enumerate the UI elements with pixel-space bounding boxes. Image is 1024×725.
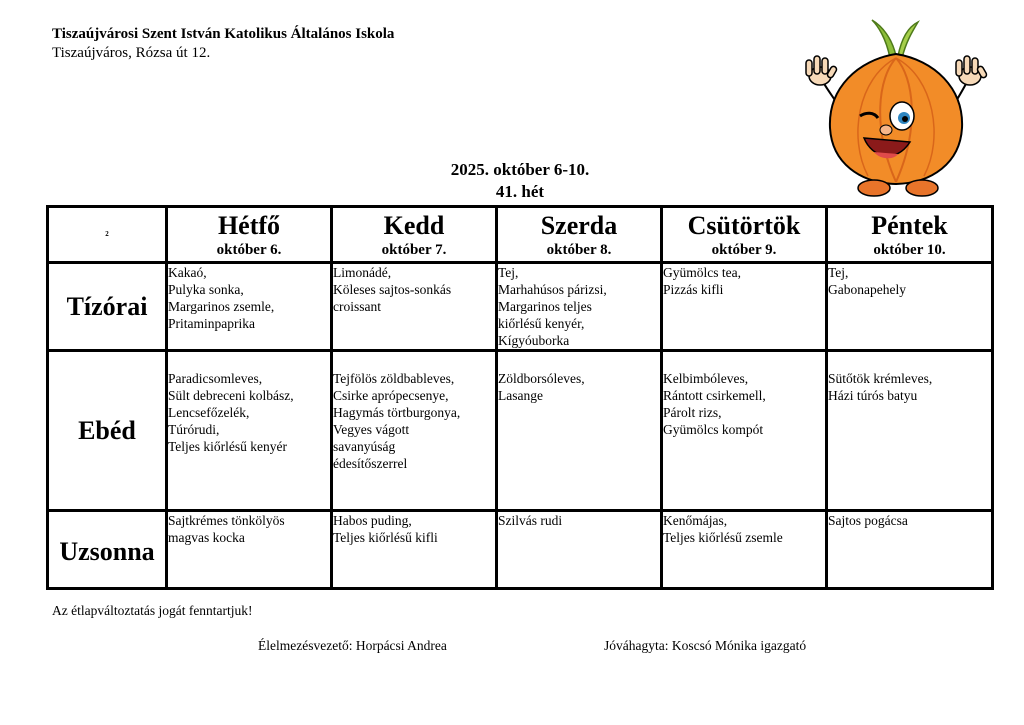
menu-cell — [167, 263, 332, 351]
day-header-thursday — [662, 207, 827, 263]
day-header-friday — [827, 207, 993, 263]
menu-item-line: magvas kocka — [168, 530, 245, 545]
menu-item-line: Kígyóuborka — [498, 333, 570, 348]
menu-item-line: Csirke aprópecsenye, — [333, 388, 449, 403]
week-dates: 2025. október 6-10. — [450, 160, 590, 179]
menu-cell — [827, 511, 993, 589]
menu-item-line: Gyümölcs kompót — [663, 422, 764, 437]
change-notice: Az étlapváltoztatás jogát fenntartjuk! — [52, 603, 253, 618]
menu-item-line: Túrórudi, — [168, 422, 220, 437]
menu-cell — [167, 351, 332, 511]
menu-item-line: Házi túrós batyu — [828, 388, 918, 403]
day-header-tuesday — [332, 207, 497, 263]
approval-signature: Jóváhagyta: Koscsó Mónika igazgató — [604, 638, 807, 653]
day-header-monday — [167, 207, 332, 263]
menu-item-line: Kelbimbóleves, — [663, 371, 749, 386]
corner-cell — [48, 207, 167, 263]
day-header-wednesday — [497, 207, 662, 263]
menu-item-line: Zöldborsóleves, — [498, 371, 585, 386]
day-name: Csütörtök — [687, 211, 801, 240]
weekly-menu-table — [46, 205, 994, 590]
menu-item-line: Párolt rizs, — [663, 405, 722, 420]
day-name: Péntek — [871, 211, 948, 240]
meal-row-tizorai — [48, 263, 993, 351]
menu-item-line: Hagymás törtburgonya, — [333, 405, 461, 420]
menu-item-line: Sütőtök krémleves, — [828, 371, 933, 386]
onion-mascot-icon — [798, 18, 994, 200]
day-name: Szerda — [540, 211, 618, 240]
menu-cell — [497, 351, 662, 511]
meal-row-ebed — [48, 351, 993, 511]
menu-item-line: Lasange — [498, 388, 543, 403]
menu-item-line: Gabonapehely — [828, 282, 906, 297]
menu-cell — [662, 263, 827, 351]
menu-item-line: Pizzás kifli — [663, 282, 724, 297]
menu-item-line: kiőrlésű kenyér, — [498, 316, 585, 331]
meal-label: Tízórai — [48, 263, 167, 351]
corner-mark: 2 — [105, 230, 109, 238]
menu-item-line: Pulyka sonka, — [168, 282, 244, 297]
day-date: október 7. — [381, 242, 447, 258]
menu-cell — [497, 511, 662, 589]
day-date: október 6. — [216, 242, 282, 258]
day-name: Kedd — [383, 211, 445, 240]
menu-cell — [662, 351, 827, 511]
menu-item-line: Gyümölcs tea, — [663, 265, 741, 280]
menu-item-line: Tej, — [498, 265, 519, 280]
menu-item-line: Margarinos zsemle, — [168, 299, 275, 314]
menu-item-line: Sajtkrémes tönkölyös — [168, 513, 285, 528]
menu-item-line: Teljes kiőrlésű kenyér — [168, 439, 288, 454]
menu-cell — [662, 511, 827, 589]
food-manager-signature: Élelmezésvezető: Horpácsi Andrea — [258, 638, 447, 653]
menu-item-line: Pritaminpaprika — [168, 316, 255, 331]
menu-item-line: Paradicsomleves, — [168, 371, 263, 386]
menu-cell — [332, 263, 497, 351]
menu-item-line: Köleses sajtos-sonkás — [333, 282, 452, 297]
menu-item-line: croissant — [333, 299, 381, 314]
school-address: Tiszaújváros, Rózsa út 12. — [52, 45, 211, 61]
menu-cell — [167, 511, 332, 589]
menu-cell — [497, 263, 662, 351]
menu-item-line: Tej, — [828, 265, 849, 280]
menu-item-line: Vegyes vágott — [333, 422, 410, 437]
school-name: Tiszaújvárosi Szent István Katolikus Általános Iskola — [52, 26, 395, 42]
menu-item-line: édesítőszerrel — [333, 456, 408, 471]
menu-item-line: Kakaó, — [168, 265, 207, 280]
menu-item-line: Marhahúsos párizsi, — [498, 282, 607, 297]
menu-item-line: Szilvás rudi — [498, 513, 563, 528]
day-date: október 10. — [873, 242, 946, 258]
menu-item-line: Lencsefőzelék, — [168, 405, 250, 420]
menu-item-line: Teljes kiőrlésű kifli — [333, 530, 438, 545]
menu-item-line: Teljes kiőrlésű zsemle — [663, 530, 783, 545]
menu-item-line: Habos puding, — [333, 513, 412, 528]
menu-item-line: savanyúság — [333, 439, 396, 454]
menu-item-line: Sült debreceni kolbász, — [168, 388, 294, 403]
menu-item-line: Limonádé, — [333, 265, 392, 280]
menu-cell — [332, 511, 497, 589]
meal-label: Ebéd — [48, 351, 167, 511]
menu-cell — [827, 351, 993, 511]
menu-item-line: Tejfölös zöldbableves, — [333, 371, 455, 386]
menu-item-line: Kenőmájas, — [663, 513, 728, 528]
day-date: október 8. — [546, 242, 612, 258]
menu-item-line: Rántott csirkemell, — [663, 388, 766, 403]
menu-cell — [827, 263, 993, 351]
table-header-row — [48, 207, 993, 263]
day-name: Hétfő — [217, 211, 281, 240]
menu-item-line: Sajtos pogácsa — [828, 513, 908, 528]
meal-row-uzsonna — [48, 511, 993, 589]
menu-item-line: Margarinos teljes — [498, 299, 592, 314]
menu-cell — [332, 351, 497, 511]
meal-label: Uzsonna — [48, 511, 167, 589]
day-date: október 9. — [711, 242, 777, 258]
week-number: 41. hét — [495, 182, 545, 201]
